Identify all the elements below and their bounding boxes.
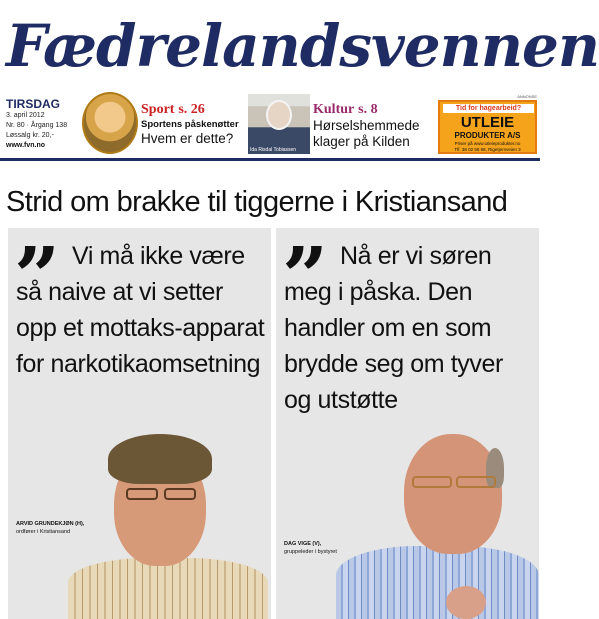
portrait-dag-vige bbox=[336, 434, 539, 619]
sport-teaser-photo[interactable] bbox=[82, 92, 138, 154]
issue-date: 3. april 2012 bbox=[6, 112, 45, 119]
ad-tagline: Tid for hagearbeid? bbox=[443, 104, 534, 113]
kultur-teaser-photo[interactable] bbox=[248, 94, 310, 154]
ad-phone-line: Tlf. 38 02 58 88, Rigetjernveien 3 bbox=[454, 147, 521, 152]
ad-brand: UTLEIE bbox=[460, 114, 515, 131]
sport-section-name: Sport bbox=[141, 102, 175, 117]
newspaper-logo[interactable]: Fædrelandsvennen bbox=[6, 12, 599, 80]
person-name: DAG VIGE (V), bbox=[284, 541, 322, 547]
advertisement[interactable] bbox=[438, 100, 537, 154]
kultur-photo-caption: Ida Risdal Tobiassen bbox=[250, 147, 297, 153]
sport-teaser[interactable] bbox=[141, 100, 245, 152]
ad-label: ANNONSE bbox=[517, 94, 537, 99]
kultur-page-number: s. 8 bbox=[358, 102, 378, 117]
main-headline[interactable]: Strid om brakke til tiggerne i Kristiansand bbox=[6, 186, 508, 218]
sport-headline: Hvem er dette? bbox=[141, 131, 234, 146]
sport-page-number: s. 26 bbox=[178, 102, 205, 117]
quote-panel-right[interactable] bbox=[276, 228, 539, 619]
person-role: gruppeleder i bystyret bbox=[284, 549, 337, 555]
portrait-face bbox=[266, 100, 292, 130]
kultur-headline: Hørselshemmede klager på Kilden bbox=[313, 118, 420, 149]
person-caption bbox=[16, 520, 116, 536]
quote-mark-icon: ” bbox=[14, 229, 61, 323]
person-name: ARVID GRUNDEKJØN (H), bbox=[16, 521, 85, 527]
shirt bbox=[68, 558, 268, 619]
issue-price: Løssalg kr. 20,- bbox=[6, 132, 54, 139]
kultur-teaser[interactable] bbox=[313, 100, 433, 154]
website-link[interactable]: www.fvn.no bbox=[6, 142, 46, 149]
sport-subtitle: Sportens påskenøtter bbox=[141, 119, 239, 130]
glasses bbox=[126, 488, 158, 500]
person-role: ordfører i Kristiansand bbox=[16, 529, 71, 535]
issue-day: TIRSDAG bbox=[6, 97, 60, 111]
quote-text: Nå er vi søren meg i påska. Den handler om en som brydde seg om tyver og utstøtte bbox=[284, 242, 503, 414]
teaser-strip bbox=[0, 92, 540, 158]
glasses bbox=[456, 476, 496, 488]
hand bbox=[446, 586, 486, 619]
quote-mark-icon: ” bbox=[282, 229, 329, 323]
quote-text: Vi må ikke være så naive at vi setter opp et mottaks-apparat for narkotikaomsetning bbox=[16, 242, 265, 378]
glasses bbox=[412, 476, 452, 488]
glasses bbox=[164, 488, 196, 500]
issue-number: Nr. 80 · Årgang 138 bbox=[6, 122, 68, 129]
issue-info bbox=[6, 98, 76, 154]
masthead-divider bbox=[0, 158, 540, 161]
shirt bbox=[336, 546, 539, 619]
ad-brand-sub: PRODUKTER A/S bbox=[454, 131, 521, 140]
hair bbox=[108, 434, 212, 484]
ad-web-line: Priser på www.utleieprodukter.no bbox=[454, 141, 521, 146]
quote-panel-left[interactable] bbox=[8, 228, 271, 619]
kultur-section-name: Kultur bbox=[313, 102, 355, 117]
masthead bbox=[0, 0, 599, 92]
sport-section-label bbox=[141, 100, 245, 118]
kultur-section-label bbox=[313, 100, 433, 118]
face bbox=[404, 434, 502, 554]
person-caption bbox=[284, 540, 384, 556]
